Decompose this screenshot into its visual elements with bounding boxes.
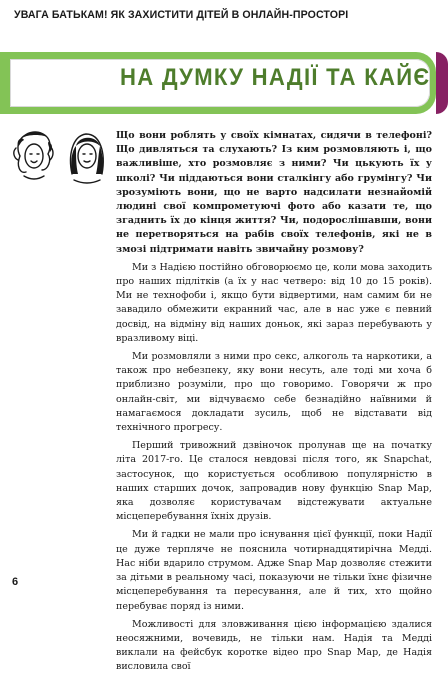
body-paragraph: Ми й гадки не мали про існування цієї функції, поки Надії це дуже терпляче не пояснила чотирнадцятирічна Медді. Нас ніби вдарило струмом. Адже Snap Map дозволяє стежити за дітьми в реальному часі, показуючи не тільки їхнє фізичне місцеперебування та пересування, але й тих, хто щойно перебуває поряд із ними. [116, 529, 432, 612]
title-banner-purple-stripe [436, 52, 448, 114]
page-number: 6 [12, 576, 19, 588]
lead-paragraph: Що вони роблять у своїх кімнатах, сидячи в телефоні? Що дивляться та слухають? Із ким розмовляють і, що важливіше, хто розмовляє з ними? Чи цькують їх у школі? Чи піддаються вони сталкінгу або грумінгу? Чи зрозуміють вони, що не варто надсилати незнайомій людині свої компрометуючі фото або казати те, що згаднить їх до кінця життя? Чи, подорослішавши, вони не перетворяться на рабів своїх телефонів, які не в змозі підтримати навіть звичайну розмову? [116, 130, 432, 255]
body-paragraph: Ми розмовляли з ними про секс, алкоголь та наркотики, а також про небезпеку, яку вони несуть, але тоді ми хоча б приблизно розуміли, про що говоримо. Говорячи ж про онлайн-світ, ми відчуваємо себе безнадійно наївними й намагаємося докладати зусиль, щоб не відставати від технічного прогресу. [116, 351, 432, 434]
section-title: НА ДУМКУ НАДІЇ ТА КАЙЄ [120, 64, 431, 91]
running-header: УВАГА БАТЬКАМ! ЯК ЗАХИСТИТИ ДІТЕЙ В ОНЛАЙН-ПРОСТОРІ [14, 9, 349, 21]
two-women-portraits-sketch [6, 126, 116, 196]
article-text [116, 129, 432, 675]
body-paragraph: Можливості для зловживання цією інформацією здалися неосяжними, вочевидь, не тільки нам. Надія та Медді виклали на фейсбук коротке відео про Snap Map, де Надія висловила свої [116, 618, 432, 673]
body-paragraph: Перший тривожний дзвіночок пролунав ще на початку літа 2017-го. Це сталося невдовзі після того, як Snapchat, застосунок, що користується особливою популярністю в наших старших дочок, запровадив нову функцію Snap Map, яка дозволяє користувачам відстежувати актуальне місцеперебування їхніх друзів. [116, 440, 432, 523]
body-paragraph: Ми з Надією постійно обговорюємо це, коли мова заходить про наших підлітків (а їх у нас четверо: від 10 до 15 років). Ми не технофоби і, якщо бути відвертими, нам самим би не завадило обмежити екранний час, але в нас уже є певний досвід, на відміну від наших доньок, які зараз перебувають у вразливому віці. [116, 261, 432, 344]
